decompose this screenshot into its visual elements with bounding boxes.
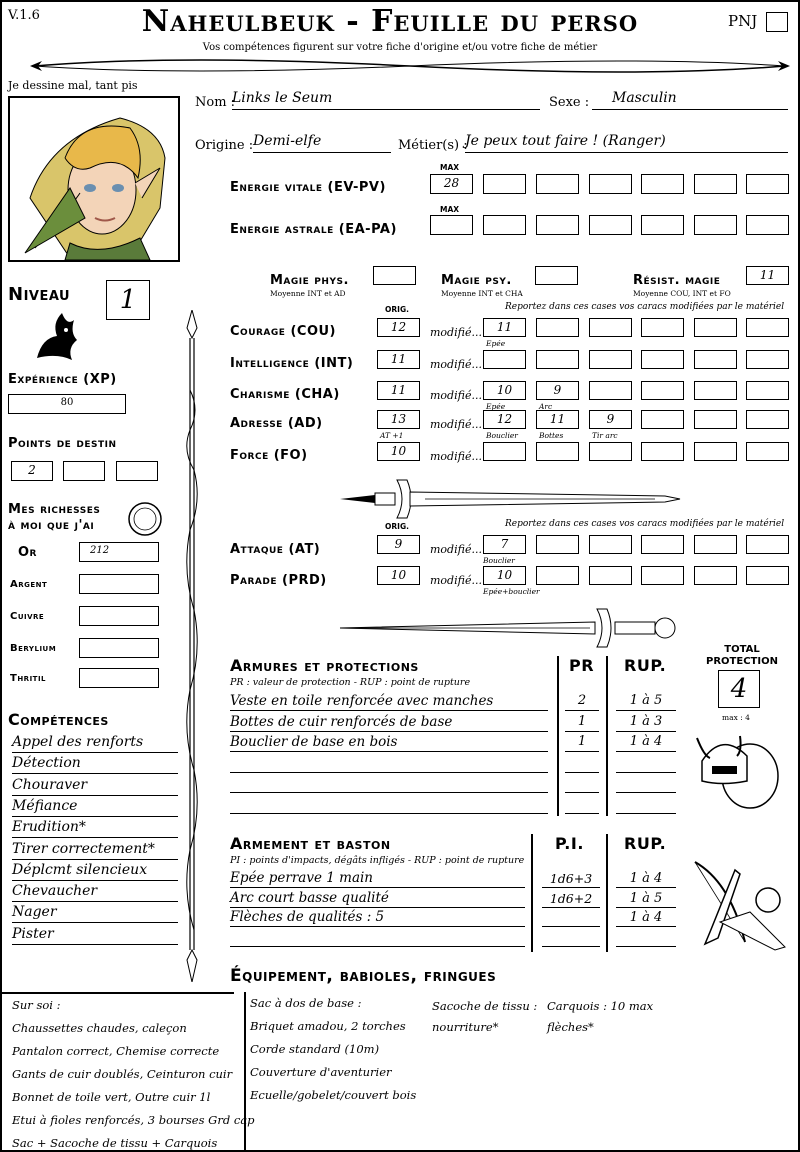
- carac-mod-note: Epée: [486, 402, 506, 411]
- carac-mod-box[interactable]: [746, 318, 789, 337]
- combat-note: Reportez dans ces cases vos caracs modifiées par le matériel: [505, 519, 785, 529]
- carac-mod-box[interactable]: 11: [536, 410, 579, 429]
- carac-mod-box[interactable]: [483, 350, 526, 369]
- skill-item: Déplcmt silencieux: [12, 861, 178, 881]
- equipment-line: Ecuelle/gobelet/couvert bois: [250, 1088, 417, 1102]
- modifie-label: modifié...: [430, 543, 482, 556]
- carac-mod-note: Bottes: [539, 431, 564, 440]
- destin-box-2[interactable]: [63, 461, 105, 481]
- carac-mod-box[interactable]: [641, 350, 684, 369]
- combat-label: Parade (PRD): [230, 573, 327, 588]
- richesses-label-1: Mes richesses: [8, 502, 101, 517]
- carac-mod-box[interactable]: [641, 381, 684, 400]
- carac-mod-box[interactable]: [641, 318, 684, 337]
- weapons-subtitle: PI : points d'impacts, dégâts infligés - RUP : point de rupture: [230, 855, 525, 866]
- carac-mod-box[interactable]: [694, 410, 737, 429]
- magie-phys-label: Magie phys.: [270, 273, 349, 288]
- xp-box[interactable]: 80: [8, 394, 126, 414]
- carac-label: Charisme (CHA): [230, 387, 340, 402]
- carac-label: Intelligence (INT): [230, 356, 354, 371]
- armor-name[interactable]: [230, 774, 548, 793]
- armor-rup[interactable]: 1 à 5: [616, 692, 676, 711]
- armor-name[interactable]: Veste en toile renforcée avec manches: [230, 692, 548, 711]
- combat-mod-box[interactable]: [746, 566, 789, 585]
- modifie-label: modifié...: [430, 450, 482, 463]
- carac-orig-box[interactable]: 13: [377, 410, 420, 429]
- pnj-checkbox[interactable]: [766, 12, 788, 32]
- magie-psy-label: Magie psy.: [441, 273, 512, 288]
- ev-box-6[interactable]: [694, 174, 737, 194]
- wealth-label: Argent: [10, 579, 48, 590]
- skill-item: Méfiance: [12, 797, 178, 817]
- carac-mod-box[interactable]: 10: [483, 381, 526, 400]
- skill-item: Tirer correctement*: [12, 840, 178, 860]
- carac-mod-box[interactable]: [746, 381, 789, 400]
- coin-icon: [127, 501, 163, 537]
- carac-mod-box[interactable]: [694, 442, 737, 461]
- armor-pr[interactable]: 1: [565, 713, 599, 732]
- carac-orig-box[interactable]: 12: [377, 318, 420, 337]
- ea-max-label: MAX: [440, 205, 460, 214]
- combat-orig-box[interactable]: 9: [377, 535, 420, 554]
- carac-mod-box[interactable]: [694, 381, 737, 400]
- competences-label: Compétences: [8, 710, 109, 729]
- carac-mod-box[interactable]: [641, 410, 684, 429]
- weapon-name[interactable]: Arc court basse qualité: [230, 890, 525, 908]
- carac-mod-box[interactable]: [641, 442, 684, 461]
- equipment-line: Couverture d'aventurier: [250, 1065, 392, 1079]
- destin-label: Points de destin: [8, 436, 117, 451]
- armor-pr[interactable]: 1: [565, 733, 599, 752]
- ev-box-3[interactable]: [536, 174, 579, 194]
- staff-divider-icon: [180, 310, 204, 982]
- armor-rup[interactable]: 1 à 4: [616, 733, 676, 752]
- carac-mod-box[interactable]: [536, 442, 579, 461]
- armor-col-rup: RUP.: [624, 656, 667, 675]
- wealth-label: Thritil: [10, 673, 47, 684]
- combat-mod-box[interactable]: [694, 566, 737, 585]
- carac-orig-box[interactable]: 11: [377, 381, 420, 400]
- weapon-name[interactable]: Flèches de qualités : 5: [230, 909, 525, 927]
- armor-name[interactable]: [230, 754, 548, 773]
- weapon-pi[interactable]: 1d6+3: [542, 870, 600, 888]
- equipment-line: Pantalon correct, Chemise correcte: [12, 1044, 220, 1058]
- combat-mod-note: Bouclier: [483, 556, 515, 565]
- combat-mod-box[interactable]: [746, 535, 789, 554]
- skill-item: Appel des renforts: [12, 733, 178, 753]
- nom-label: Nom :: [195, 95, 236, 110]
- armor-rup[interactable]: [616, 795, 676, 814]
- wealth-box[interactable]: [79, 606, 159, 626]
- ev-box-1[interactable]: 28: [430, 174, 473, 194]
- carac-mod-box[interactable]: [536, 318, 579, 337]
- ea-box-4[interactable]: [589, 215, 632, 235]
- skill-item: Chouraver: [12, 776, 178, 796]
- carac-label: Adresse (AD): [230, 416, 323, 431]
- sexe-label: Sexe :: [549, 95, 590, 110]
- combat-mod-box[interactable]: 10: [483, 566, 526, 585]
- armor-pr[interactable]: [565, 774, 599, 793]
- equipment-line: Chaussettes chaudes, caleçon: [12, 1021, 187, 1035]
- combat-mod-note: Epée+bouclier: [483, 587, 540, 596]
- weapon-rup[interactable]: [616, 929, 676, 947]
- equipment-line: nourriture*: [432, 1020, 499, 1034]
- magie-psy-box[interactable]: [535, 266, 578, 285]
- carac-mod-note: Arc: [539, 402, 553, 411]
- carac-mod-box[interactable]: [746, 442, 789, 461]
- carac-mod-note: Bouclier: [486, 431, 518, 440]
- character-portrait: [10, 98, 178, 260]
- carac-note: Reportez dans ces cases vos caracs modifiées par le matériel: [505, 302, 785, 312]
- weapons-title: Armement et baston: [230, 834, 391, 853]
- combat-orig-box[interactable]: 10: [377, 566, 420, 585]
- carac-orig-box[interactable]: 10: [377, 442, 420, 461]
- armor-col-pr: PR: [569, 656, 595, 675]
- carac-mod-box[interactable]: [589, 318, 632, 337]
- weapon-rup[interactable]: 1 à 4: [616, 870, 676, 888]
- weapon-pi[interactable]: 1d6+2: [542, 890, 600, 908]
- nom-field[interactable]: Links le Seum: [232, 90, 540, 110]
- combat-mod-box[interactable]: [536, 535, 579, 554]
- combat-mod-box[interactable]: [641, 535, 684, 554]
- ea-label: Energie astrale (EA-PA): [230, 222, 397, 237]
- metier-field[interactable]: Je peux tout faire ! (Ranger): [465, 133, 788, 153]
- resist-magie-label: Résist. magie: [633, 273, 721, 288]
- origine-field[interactable]: Demi-elfe: [253, 133, 391, 153]
- magie-phys-sub: Moyenne INT et AD: [270, 289, 346, 298]
- combat-mod-box[interactable]: [589, 566, 632, 585]
- pnj-label: PNJ: [728, 12, 758, 30]
- metier-label: Métier(s) :: [398, 138, 468, 153]
- ev-box-7[interactable]: [746, 174, 789, 194]
- carac-mod-note: Tir arc: [592, 431, 618, 440]
- weapon-pi[interactable]: [542, 909, 600, 927]
- equipment-line: Sac + Sacoche de tissu + Carquois: [12, 1136, 218, 1150]
- carac-mod-box[interactable]: [746, 410, 789, 429]
- combat-label: Attaque (AT): [230, 542, 321, 557]
- magie-psy-sub: Moyenne INT et CHA: [441, 289, 523, 298]
- dragon-icon: [32, 308, 82, 363]
- wealth-box[interactable]: [79, 574, 159, 594]
- weapon-name[interactable]: Epée perrave 1 main: [230, 870, 525, 888]
- carac-label: Force (FO): [230, 448, 308, 463]
- total-protection-box[interactable]: 4: [718, 670, 760, 708]
- armor-pr[interactable]: [565, 795, 599, 814]
- weapon-rup[interactable]: 1 à 4: [616, 909, 676, 927]
- carac-mod-box[interactable]: 12: [483, 410, 526, 429]
- modifie-label: modifié...: [430, 418, 482, 431]
- niveau-box[interactable]: 1: [106, 280, 150, 320]
- carac-mod-box[interactable]: [694, 350, 737, 369]
- modifie-label: modifié...: [430, 574, 482, 587]
- origine-label: Origine :: [195, 138, 254, 153]
- weapon-name[interactable]: [230, 929, 525, 947]
- equipment-line: Carquois : 10 max: [547, 999, 654, 1013]
- richesses-label-2: à moi que j'ai: [8, 518, 95, 533]
- ea-box-6[interactable]: [694, 215, 737, 235]
- armor-name[interactable]: Bottes de cuir renforcés de base: [230, 713, 548, 732]
- version-label: V.1.6: [8, 8, 40, 23]
- carac-mod-box[interactable]: [589, 350, 632, 369]
- subtitle: Vos compétences figurent sur votre fiche d'origine et/ou votre fiche de métier: [202, 42, 598, 53]
- combat-orig-label: ORIG.: [385, 522, 409, 531]
- equipment-line: Briquet amadou, 2 torches: [250, 1019, 406, 1033]
- skill-item: Nager: [12, 903, 178, 923]
- equipment-line: Bonnet de toile vert, Outre cuir 1l: [12, 1090, 211, 1104]
- armor-pr[interactable]: 2: [565, 692, 599, 711]
- ev-box-4[interactable]: [589, 174, 632, 194]
- armor-rup[interactable]: [616, 754, 676, 773]
- portrait-frame: [8, 96, 180, 262]
- page-title: Naheulbeuk - Feuille du perso: [141, 4, 639, 39]
- carac-mod-box[interactable]: [589, 442, 632, 461]
- armor-title: Armures et protections: [230, 656, 419, 675]
- resist-magie-sub: Moyenne COU, INT et FO: [633, 289, 731, 298]
- carac-mod-note: Epée: [486, 339, 506, 348]
- equipment-line: Gants de cuir doublés, Ceinturon cuir: [12, 1067, 233, 1081]
- equipment-line: Sac à dos de base :: [250, 996, 362, 1010]
- ev-box-5[interactable]: [641, 174, 684, 194]
- wealth-box[interactable]: 212: [79, 542, 159, 562]
- weapons-icon: [690, 852, 790, 952]
- equipment-line: flèches*: [547, 1020, 594, 1034]
- combat-mod-box[interactable]: [694, 535, 737, 554]
- wealth-label: Berylium: [10, 643, 57, 654]
- header-ornament: [30, 56, 790, 76]
- sexe-field[interactable]: Masculin: [592, 90, 788, 110]
- destin-box-1[interactable]: 2: [11, 461, 53, 481]
- armor-rup[interactable]: [616, 774, 676, 793]
- equipment-line: Sur soi :: [12, 998, 61, 1012]
- skill-item: Détection: [12, 754, 178, 774]
- total-protection-max: max : 4: [722, 713, 750, 722]
- carac-orig-label: ORIG.: [385, 305, 409, 314]
- ea-box-5[interactable]: [641, 215, 684, 235]
- armor-name[interactable]: Bouclier de base en bois: [230, 733, 548, 752]
- ea-box-7[interactable]: [746, 215, 789, 235]
- weapon-rup[interactable]: 1 à 5: [616, 890, 676, 908]
- carac-mod-box[interactable]: [483, 442, 526, 461]
- skill-item: Erudition*: [12, 818, 178, 838]
- destin-box-3[interactable]: [116, 461, 158, 481]
- modifie-label: modifié...: [430, 326, 482, 339]
- equipment-line: Sacoche de tissu :: [432, 999, 538, 1013]
- equipment-line: Corde standard (10m): [250, 1042, 380, 1056]
- carac-mod-box[interactable]: 9: [589, 410, 632, 429]
- combat-mod-box[interactable]: [536, 566, 579, 585]
- sword-divider-icon: [335, 478, 685, 520]
- carac-mod-box[interactable]: [536, 350, 579, 369]
- skill-item: Chevaucher: [12, 882, 178, 902]
- carac-orig-note: AT +1: [380, 431, 404, 440]
- resist-magie-box[interactable]: 11: [746, 266, 789, 285]
- carac-mod-box[interactable]: 9: [536, 381, 579, 400]
- armor-subtitle: PR : valeur de protection - RUP : point de rupture: [230, 677, 471, 688]
- xp-label: Expérience (XP): [8, 372, 117, 387]
- portrait-caption: Je dessine mal, tant pis: [8, 79, 138, 92]
- ea-box-1[interactable]: [430, 215, 473, 235]
- skill-item: Pister: [12, 925, 178, 945]
- combat-mod-box[interactable]: 7: [483, 535, 526, 554]
- carac-orig-box[interactable]: 11: [377, 350, 420, 369]
- armor-name[interactable]: [230, 795, 548, 814]
- carac-label: Courage (COU): [230, 324, 336, 339]
- weapons-col-pi: P.I.: [555, 834, 584, 853]
- modifie-label: modifié...: [430, 389, 482, 402]
- weapons-col-rup: RUP.: [624, 834, 667, 853]
- weapon-pi[interactable]: [542, 929, 600, 947]
- sword-divider-2-icon: [335, 607, 685, 649]
- carac-mod-box[interactable]: [746, 350, 789, 369]
- carac-mod-box[interactable]: [694, 318, 737, 337]
- wealth-label: Cuivre: [10, 611, 45, 622]
- helmet-shield-icon: [692, 726, 787, 811]
- wealth-label: Or: [18, 545, 37, 560]
- total-protection-label: TOTAL PROTECTION: [706, 644, 778, 667]
- carac-mod-box[interactable]: [589, 381, 632, 400]
- ev-max-label: MAX: [440, 163, 460, 172]
- carac-mod-box[interactable]: 11: [483, 318, 526, 337]
- modifie-label: modifié...: [430, 358, 482, 371]
- equipment-line: Etui à fioles renforcés, 3 bourses Grd cap: [12, 1113, 255, 1127]
- combat-mod-box[interactable]: [589, 535, 632, 554]
- niveau-label: Niveau: [8, 284, 71, 305]
- armor-rup[interactable]: 1 à 3: [616, 713, 676, 732]
- magie-phys-box[interactable]: [373, 266, 416, 285]
- ev-label: Energie vitale (EV-PV): [230, 180, 386, 195]
- combat-mod-box[interactable]: [641, 566, 684, 585]
- wealth-box[interactable]: [79, 668, 159, 688]
- wealth-box[interactable]: [79, 638, 159, 658]
- ev-box-2[interactable]: [483, 174, 526, 194]
- ea-box-2[interactable]: [483, 215, 526, 235]
- equipment-title: Équipement, babioles, fringues: [230, 966, 497, 986]
- ea-box-3[interactable]: [536, 215, 579, 235]
- armor-pr[interactable]: [565, 754, 599, 773]
